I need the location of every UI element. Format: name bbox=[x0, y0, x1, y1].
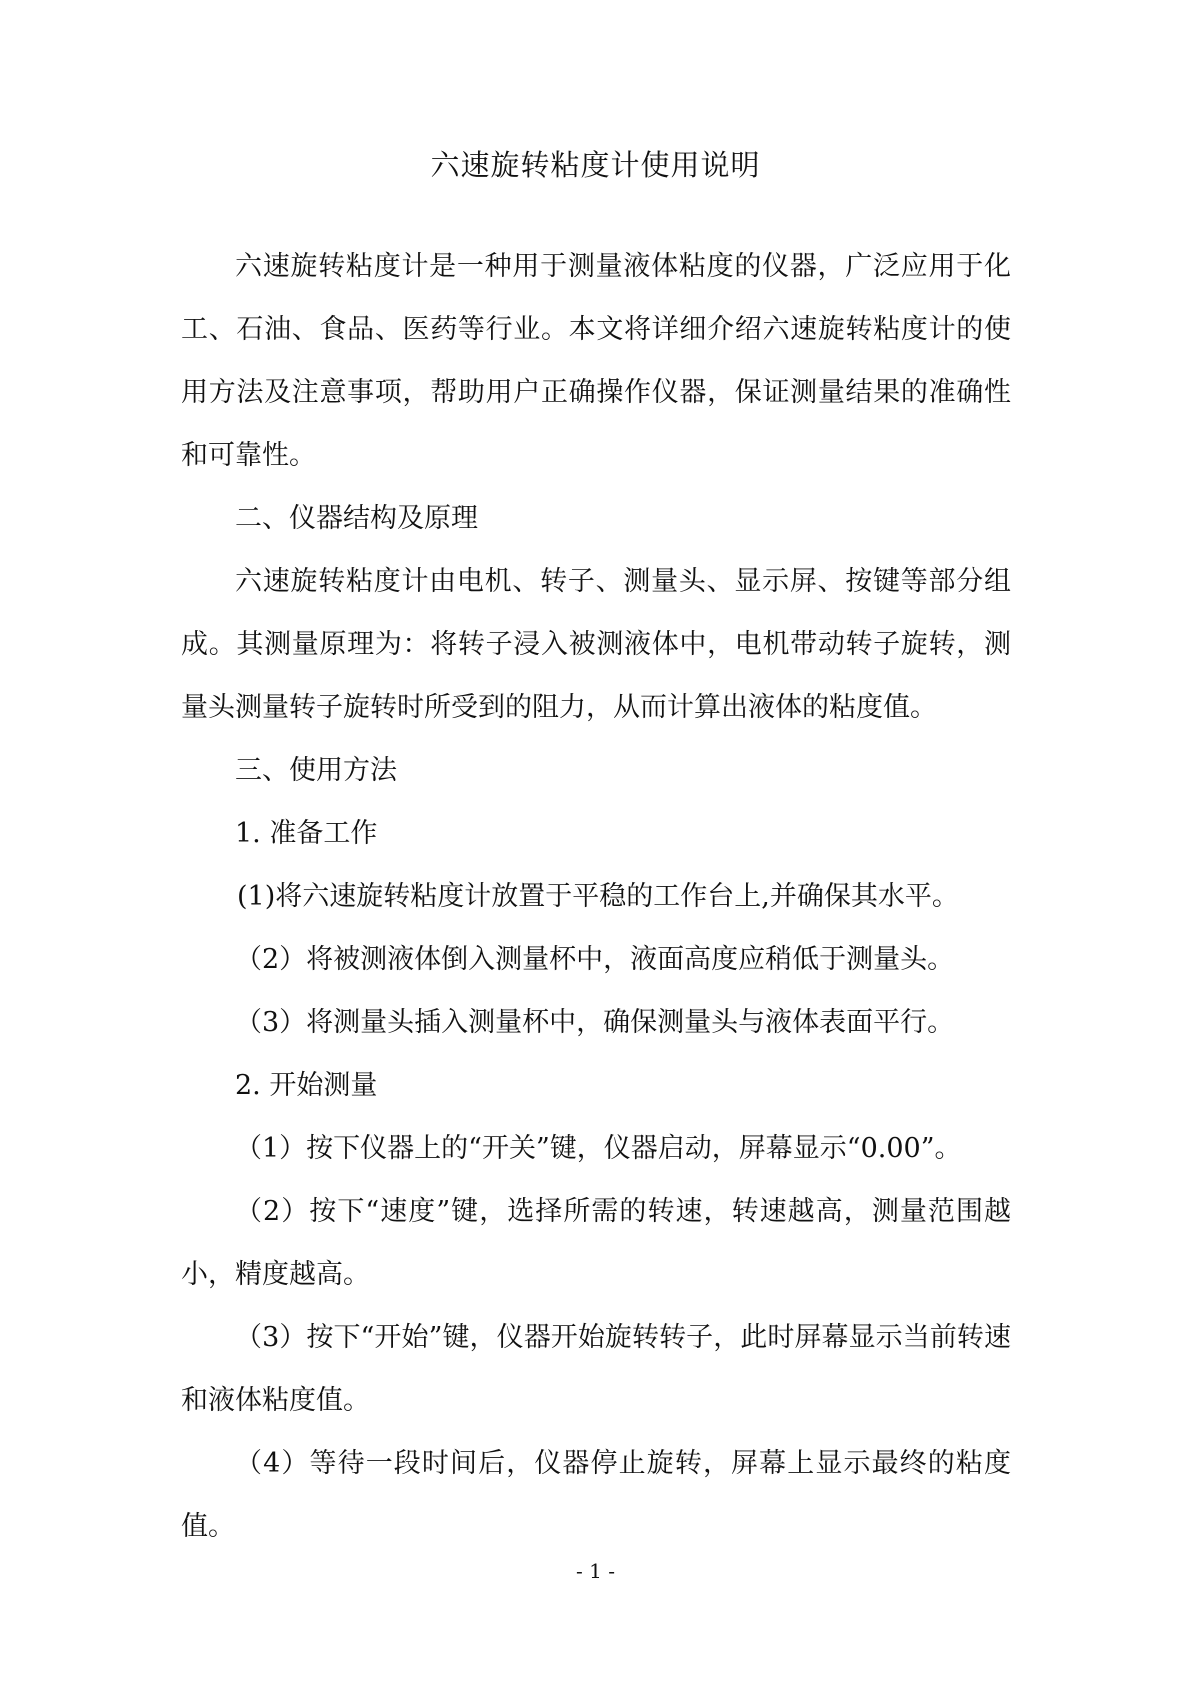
preparation-step-1: (1)将六速旋转粘度计放置于平稳的工作台上,并确保其水平。 bbox=[237, 881, 959, 912]
measurement-step-3: （3）按下“开始”键，仪器开始旋转转子，此时屏幕显示当前转速和液体粘度值。 bbox=[181, 1322, 1011, 1416]
measurement-step-1: （1）按下仪器上的“开关”键，仪器启动，屏幕显示“0.00”。 bbox=[235, 1133, 962, 1164]
measurement-step-2: （2）按下“速度”键，选择所需的转速，转速越高，测量范围越小，精度越高。 bbox=[181, 1196, 1011, 1290]
document-title: 六速旋转粘度计使用说明 bbox=[430, 148, 761, 182]
intro-paragraph: 六速旋转粘度计是一种用于测量液体粘度的仪器，广泛应用于化工、石油、食品、医药等行业。本文将详细介绍六速旋转粘度计的使用方法及注意事项，帮助用户正确操作仪器，保证测量结果的准确性和可靠性。 bbox=[181, 251, 1011, 471]
preparation-step-2: （2）将被测液体倒入测量杯中，液面高度应稍低于测量头。 bbox=[235, 944, 955, 975]
section-heading-structure: 二、仪器结构及原理 bbox=[235, 503, 478, 534]
structure-paragraph: 六速旋转粘度计由电机、转子、测量头、显示屏、按键等部分组成。其测量原理为：将转子浸入被测液体中，电机带动转子旋转，测量头测量转子旋转时所受到的阻力，从而计算出液体的粘度值。 bbox=[181, 566, 1011, 723]
measurement-step-4: （4）等待一段时间后，仪器停止旋转，屏幕上显示最终的粘度值。 bbox=[181, 1448, 1011, 1542]
section-heading-usage: 三、使用方法 bbox=[235, 755, 397, 786]
subheading-preparation: 1. 准备工作 bbox=[235, 818, 378, 849]
page-number: - 1 - bbox=[576, 1559, 615, 1583]
preparation-step-3: （3）将测量头插入测量杯中，确保测量头与液体表面平行。 bbox=[235, 1007, 955, 1038]
subheading-start-measurement: 2. 开始测量 bbox=[235, 1070, 378, 1101]
document-body bbox=[181, 235, 1011, 1558]
